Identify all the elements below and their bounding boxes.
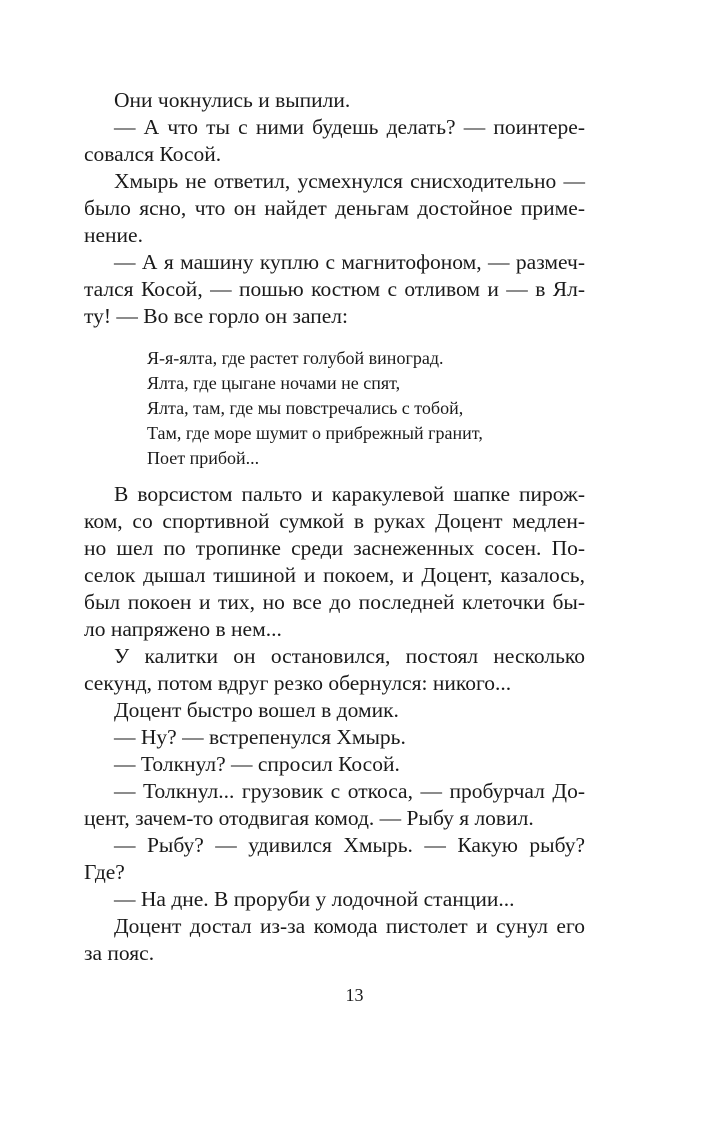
poem-line: Ялта, где цыгане ночами не спят, [147,373,401,393]
text-line: совался Косой. [84,142,222,166]
paragraph-docent-walk [84,481,585,643]
text-line: было ясно, что он найдет деньгам достойное приме- [84,196,585,220]
paragraph-question-kosoy [84,114,585,168]
text-line: В ворсистом пальто и каракулевой шапке пирож- [114,482,585,506]
text-line: — На дне. В проруби у лодочной станции... [114,887,515,911]
text-line: ту! — Во все горло он запел: [84,304,348,328]
poem-line: Там, где море шумит о прибрежный гранит, [147,423,483,443]
text-block-top [84,87,585,330]
text-line: нение. [84,223,143,247]
paragraph-kosoy-pushed [84,751,585,778]
paragraph-khmyr-smile [84,168,585,249]
text-line: — Ну? — встрепенулся Хмырь. [114,725,406,749]
paragraph-khmyr-fish [84,832,585,886]
text-line: но шел по тропинке среди заснеженных сосен. По- [84,536,585,560]
poem-line: Я-я-ялта, где растет голубой виноград. [147,348,444,368]
text-line: селок дышал тишиной и покоем, и Доцент, казалось, [84,563,585,587]
paragraph-enter-house [84,697,585,724]
text-line: — Толкнул... грузовик с откоса, — пробурчал До- [114,779,585,803]
text-line: — Рыбу? — удивился Хмырь. — Какую рыбу? [114,833,585,857]
paragraph-docent-truck [84,778,585,832]
text-line: — А что ты с ними будешь делать? — поинтере- [114,115,585,139]
text-line: цент, зачем-то отодвигая комод. — Рыбу я ловил. [84,806,534,830]
text-line: Где? [84,860,125,884]
paragraph-gate [84,643,585,697]
text-line: ло напряжено в нем... [84,617,282,641]
page-number: 13 [345,985,364,1005]
paragraph-khmyr-well [84,724,585,751]
text-block-bottom [84,481,585,967]
text-line: Доцент быстро вошел в домик. [114,698,399,722]
text-line: был покоен и тих, но все до последней клеточки бы- [84,590,585,614]
text-line: — Толкнул? — спросил Косой. [114,752,400,776]
text-line: — А я машину куплю с магнитофоном, — размеч- [114,250,585,274]
text-line: секунд, потом вдруг резко обернулся: никого... [84,671,512,695]
paragraph-kosoy-dreams [84,249,585,330]
paragraph-toast [84,87,585,114]
text-line: ком, со спортивной сумкой в руках Доцент медлен- [84,509,585,533]
text-line: Они чокнулись и выпили. [114,88,351,112]
poem-line: Ялта, там, где мы повстречались с тобой, [147,398,464,418]
song-verse [147,346,567,471]
text-line: Доцент достал из-за комода пистолет и сунул его [114,914,585,938]
text-line: тался Косой, — пошью костюм с отливом и — в Ял- [84,277,585,301]
paragraph-pistol [84,913,585,967]
poem-line: Поет прибой... [147,448,260,468]
text-line: У калитки он остановился, постоял несколько [114,644,585,668]
text-line: Хмырь не ответил, усмехнулся снисходительно — [114,169,585,193]
text-line: за пояс. [84,941,155,965]
paragraph-docent-bottom [84,886,585,913]
